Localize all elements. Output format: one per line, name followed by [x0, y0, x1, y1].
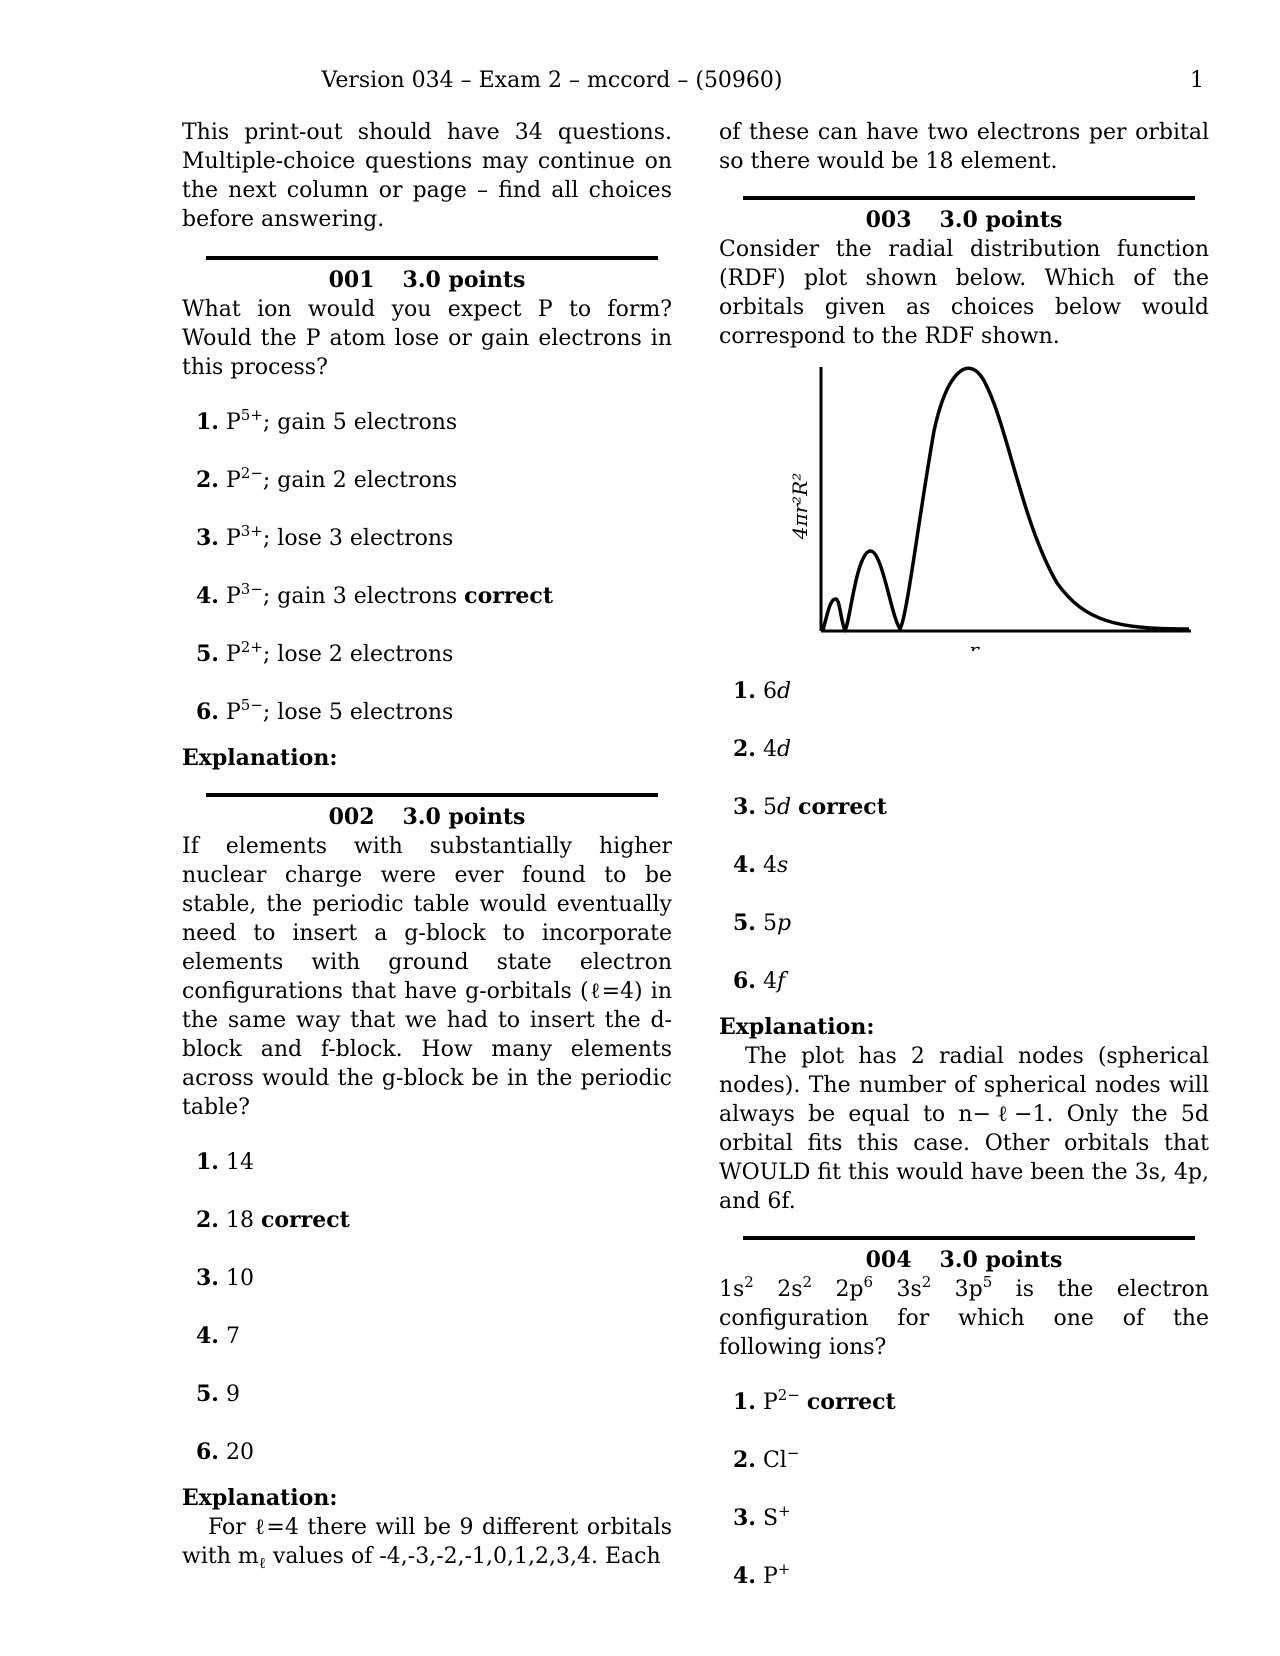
choice-002-2[interactable] [196, 1206, 672, 1264]
question-header-002 [182, 803, 672, 832]
choice-label: 20 [225, 1440, 254, 1465]
choice-001-6[interactable] [196, 698, 672, 740]
choice-charge: 5+ [240, 406, 263, 424]
question-number: 002 [328, 804, 375, 830]
choice-base: P [225, 410, 241, 435]
choice-base: Cl [762, 1448, 787, 1473]
page-number: 1 [1190, 68, 1204, 93]
choice-number: 6. [196, 1439, 219, 1465]
choice-n: 4 [762, 853, 777, 878]
config-term: 1s [719, 1277, 745, 1302]
choice-charge: 3+ [240, 522, 263, 540]
choice-number: 3. [733, 794, 756, 820]
choice-l: f [776, 969, 786, 994]
explanation-text-003: The plot has 2 radial nodes (spherical nodes). The number of spherical nodes will always be equal to n−ℓ−1. Only the 5d orbital fits this case. Other orbitals that WOULD fit this would have been the 3s, 4p, and 6f. [719, 1044, 1210, 1214]
choice-base: P [762, 1564, 778, 1589]
choice-number: 5. [733, 910, 756, 936]
choice-label: 18 [225, 1208, 254, 1233]
config-exponent: 5 [982, 1273, 993, 1291]
choices-004 [733, 1388, 1209, 1620]
choice-n: 4 [762, 737, 777, 762]
choice-charge: 2+ [240, 638, 263, 656]
choice-l: p [776, 911, 792, 936]
explanation-part: For ℓ=4 there will be 9 different orbitals with m [182, 1515, 672, 1569]
x-axis-label: r [969, 638, 979, 651]
rdf-plot-svg [719, 361, 1209, 651]
question-divider [206, 256, 658, 260]
question-text-rest: is the electron configuration for which one of the following ions? [719, 1277, 1209, 1360]
config-exponent: 2 [744, 1273, 754, 1291]
config-exponent: 2 [921, 1273, 932, 1291]
choice-number: 2. [733, 1447, 756, 1473]
choice-number: 4. [196, 583, 219, 609]
question-text-002: If elements with substantially higher nuclear charge were ever found to be stable, the periodic table would eventually need to insert a g-block to incorporate elements with ground state electron configurations that have g-orbitals (ℓ=4) in the same way that we had to insert the d-block and f-block. How many elements across would the g-block be in the periodic table? [182, 834, 672, 1120]
choice-n: 5 [762, 795, 777, 820]
choice-002-6[interactable] [196, 1438, 672, 1480]
question-divider [743, 1236, 1195, 1240]
choice-003-1[interactable] [733, 677, 1209, 735]
choice-002-1[interactable] [196, 1148, 672, 1206]
choice-number: 2. [196, 467, 219, 493]
choice-003-3[interactable] [733, 793, 1209, 851]
choice-002-4[interactable] [196, 1322, 672, 1380]
choice-003-6[interactable] [733, 967, 1209, 1009]
choice-number: 2. [733, 736, 756, 762]
question-divider [743, 196, 1195, 200]
explanation-part: values of -4,-3,-2,-1,0,1,2,3,4. Each [265, 1544, 661, 1569]
explanation-text-002 [182, 1513, 672, 1571]
choice-charge: + [777, 1560, 791, 1578]
choice-001-3[interactable] [196, 524, 672, 582]
choice-number: 1. [733, 678, 756, 704]
choice-label: 10 [225, 1266, 254, 1291]
choice-label: ; lose 2 electrons [262, 642, 454, 667]
choice-label: 7 [225, 1324, 240, 1349]
question-text-001: What ion would you expect P to form? Would the P atom lose or gain electrons in this process? [182, 297, 672, 380]
choice-003-5[interactable] [733, 909, 1209, 967]
choice-004-3[interactable] [733, 1504, 1209, 1562]
choice-charge: 5− [240, 696, 263, 714]
choice-charge: − [786, 1444, 800, 1462]
right-column [719, 118, 1209, 1620]
header-title: Version 034 – Exam 2 – mccord – (50960) [321, 68, 783, 93]
choices-001 [196, 408, 672, 740]
question-points: 3.0 points [402, 267, 526, 293]
y-axis-label: 4πr²R² [788, 472, 812, 540]
choice-004-2[interactable] [733, 1446, 1209, 1504]
choices-003 [733, 677, 1209, 1009]
choice-number: 1. [196, 409, 219, 435]
choice-number: 1. [733, 1389, 756, 1415]
choice-base: P [225, 468, 241, 493]
choice-number: 3. [733, 1505, 756, 1531]
choice-number: 3. [196, 1265, 219, 1291]
choice-l: d [776, 795, 792, 820]
choice-001-4[interactable] [196, 582, 672, 640]
explanation-subscript: ℓ [258, 1554, 266, 1572]
correct-marker: correct [798, 794, 887, 820]
choice-number: 4. [733, 852, 756, 878]
question-number: 004 [865, 1247, 912, 1273]
question-points: 3.0 points [402, 804, 526, 830]
choice-base: P [762, 1390, 778, 1415]
correct-marker: correct [260, 1207, 350, 1233]
question-points: 3.0 points [939, 207, 1063, 233]
choice-label: ; lose 3 electrons [262, 526, 454, 551]
choice-number: 5. [196, 641, 219, 667]
choice-number: 2. [196, 1207, 219, 1233]
choice-n: 6 [762, 679, 777, 704]
config-term: 3p [954, 1277, 983, 1302]
explanation-label: Explanation: [182, 745, 338, 771]
choice-label: 9 [225, 1382, 240, 1407]
choice-charge: 3− [240, 580, 263, 598]
choice-001-5[interactable] [196, 640, 672, 698]
choice-base: P [225, 642, 241, 667]
choice-number: 1. [196, 1149, 219, 1175]
choice-base: P [225, 584, 241, 609]
choice-label: ; gain 3 electrons [262, 584, 458, 609]
choice-002-5[interactable] [196, 1380, 672, 1438]
question-header-001 [182, 266, 672, 295]
choice-n: 5 [762, 911, 777, 936]
config-term: 2p [835, 1277, 864, 1302]
config-term: 3s [896, 1277, 922, 1302]
choice-l: d [776, 737, 792, 762]
explanation-label: Explanation: [182, 1485, 338, 1511]
choice-001-2[interactable] [196, 466, 672, 524]
choice-l: d [776, 679, 792, 704]
intro-text: This print-out should have 34 questions. Multiple-choice questions may continue on the next column or page – find all choices before answering. [182, 120, 672, 232]
question-text-003: Consider the radial distribution function (RDF) plot shown below. Which of the orbitals given as choices below would correspond to the RDF shown. [719, 237, 1209, 349]
question-points: 3.0 points [939, 1247, 1063, 1273]
choice-003-2[interactable] [733, 735, 1209, 793]
choice-004-1[interactable] [733, 1388, 1209, 1446]
explanation-label: Explanation: [719, 1014, 875, 1040]
question-header-003 [719, 206, 1209, 235]
choice-label: ; lose 5 electrons [262, 700, 454, 725]
choice-003-4[interactable] [733, 851, 1209, 909]
explanation-continuation-002: of these can have two electrons per orbital so there would be 18 element. [719, 120, 1209, 174]
left-column [182, 118, 672, 1571]
config-exponent: 2 [802, 1273, 813, 1291]
choice-001-1[interactable] [196, 408, 672, 466]
choice-base: P [225, 526, 241, 551]
choice-002-3[interactable] [196, 1264, 672, 1322]
choice-label: 14 [225, 1150, 254, 1175]
choice-number: 6. [733, 968, 756, 994]
choice-charge: 2− [777, 1386, 800, 1404]
question-number: 001 [328, 267, 375, 293]
choice-004-4[interactable] [733, 1562, 1209, 1620]
choice-base: S [762, 1506, 779, 1531]
correct-marker: correct [806, 1389, 896, 1415]
question-header-004 [719, 1246, 1209, 1275]
question-number: 003 [865, 207, 912, 233]
choice-number: 4. [196, 1323, 219, 1349]
choice-number: 4. [733, 1563, 756, 1589]
choice-number: 6. [196, 699, 219, 725]
choice-n: 4 [762, 969, 777, 994]
choice-label: ; gain 5 electrons [262, 410, 458, 435]
rdf-plot [719, 361, 1209, 651]
choice-base: P [225, 700, 241, 725]
question-text-004 [719, 1275, 1209, 1362]
choice-label: ; gain 2 electrons [262, 468, 458, 493]
choice-number: 5. [196, 1381, 219, 1407]
page-header [0, 66, 1280, 98]
choice-charge: + [778, 1502, 791, 1520]
rdf-curve [823, 368, 1189, 630]
correct-marker: correct [464, 583, 553, 609]
choice-charge: 2− [240, 464, 263, 482]
question-divider [206, 793, 658, 797]
config-term: 2s [777, 1277, 803, 1302]
choice-l: s [776, 853, 789, 878]
choices-002 [196, 1148, 672, 1480]
config-exponent: 6 [863, 1273, 874, 1291]
choice-number: 3. [196, 525, 219, 551]
